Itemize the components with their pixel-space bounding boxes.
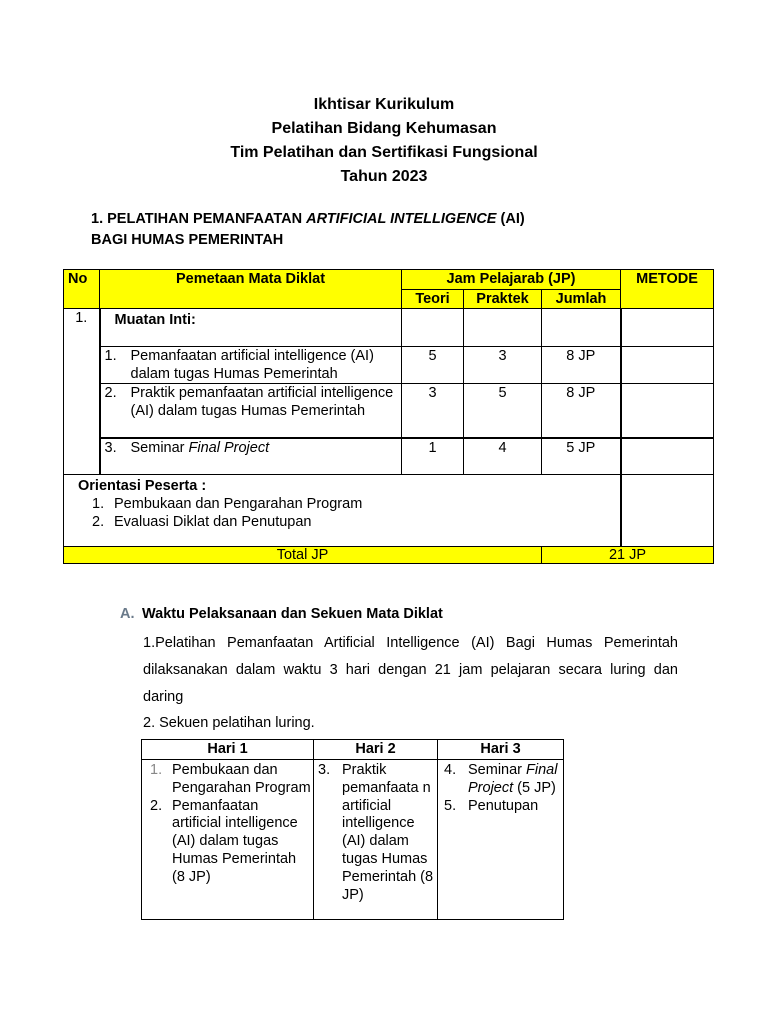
total-label: Total JP	[64, 547, 542, 564]
teori-value: 1	[402, 438, 464, 475]
schedule-table	[141, 739, 564, 920]
table-row: 1. Pemanfaatan artificial intelligence (AI) dalam tugas Humas Pemerintah	[100, 347, 402, 384]
teori-value: 5	[402, 347, 464, 384]
list-item: 1. Pembukaan dan Pengarahan Program	[92, 496, 363, 512]
day-2-cell	[314, 760, 438, 920]
list-item: 4. Seminar Final Project (5 JP)	[444, 762, 558, 796]
title-line-2: Pelatihan Bidang Kehumasan	[271, 120, 497, 137]
section-1-italic: ARTIFICIAL INTELLIGENCE	[306, 211, 497, 227]
list-item: 1. Pembukaan dan Pengarahan Program	[150, 762, 311, 796]
header-day-2: Hari 2	[314, 740, 438, 760]
praktek-value: 4	[464, 438, 542, 475]
list-item: 2. Evaluasi Diklat dan Penutupan	[92, 514, 312, 530]
total-value: 21 JP	[542, 547, 714, 564]
jumlah-value: 5 JP	[542, 438, 621, 475]
section-a-heading	[120, 606, 443, 622]
paragraph-1-end: daring	[143, 689, 184, 705]
title-line-4: Tahun 2023	[340, 168, 428, 185]
praktek-value: 3	[464, 347, 542, 384]
header-day-1: Hari 1	[142, 740, 314, 760]
header-jumlah: Jumlah	[542, 290, 621, 309]
group-number: 1.	[64, 309, 100, 475]
section-a-title: Waktu Pelaksanaan dan Sekuen Mata Diklat	[142, 606, 443, 622]
paragraph-2: 2. Sekuen pelatihan luring.	[143, 715, 315, 731]
orientasi-label: Orientasi Peserta :	[78, 478, 207, 494]
header-teori: Teori	[402, 290, 464, 309]
section-1-heading	[91, 209, 525, 251]
jumlah-value: 8 JP	[542, 347, 621, 384]
group-label: Muatan Inti:	[100, 309, 402, 347]
curriculum-table	[63, 269, 714, 564]
jumlah-value: 8 JP	[542, 384, 621, 438]
day-1-cell	[142, 760, 314, 920]
metode-cell	[621, 309, 714, 347]
teori-value: 3	[402, 384, 464, 438]
paragraph-1: 1.Pelatihan Pemanfaatan Artificial Intelligence (AI) Bagi Humas Pemerintah dilaksanakan dalam waktu 3 hari dengan 21 jam pelajaran secara luring dan	[143, 635, 678, 678]
header-metode: METODE	[621, 270, 714, 309]
section-1-line-2: BAGI HUMAS PEMERINTAH	[91, 232, 284, 248]
header-jp: Jam Pelajarab (JP)	[402, 270, 621, 290]
list-item: 2. Pemanfaatan artificial intelligence (AI) dalam tugas Humas Pemerintah (8 JP)	[150, 797, 298, 885]
title-line-3: Tim Pelatihan dan Sertifikasi Fungsional	[230, 144, 538, 161]
title-line-1: Ikhtisar Kurikulum	[313, 96, 455, 113]
table-row: 3. Seminar Final Project	[100, 438, 402, 475]
header-day-3: Hari 3	[438, 740, 564, 760]
section-1-post: (AI)	[496, 211, 525, 227]
praktek-value: 5	[464, 384, 542, 438]
table-row: 2. Praktik pemanfaatan artificial intelligence (AI) dalam tugas Humas Pemerintah	[100, 384, 402, 438]
document-title	[0, 93, 768, 189]
day-3-cell	[438, 760, 564, 920]
header-subject: Pemetaan Mata Diklat	[100, 270, 402, 309]
section-a-letter: A.	[120, 606, 135, 622]
list-item: 5. Penutupan	[444, 797, 539, 814]
orientasi-cell	[64, 475, 621, 547]
header-praktek: Praktek	[464, 290, 542, 309]
list-item: 3. Praktik pemanfaata n artificial intelligence (AI) dalam tugas Humas Pemerintah (8 JP)	[318, 762, 434, 903]
section-1-pre: 1. PELATIHAN PEMANFAATAN	[91, 211, 307, 227]
header-no: No	[64, 270, 100, 309]
